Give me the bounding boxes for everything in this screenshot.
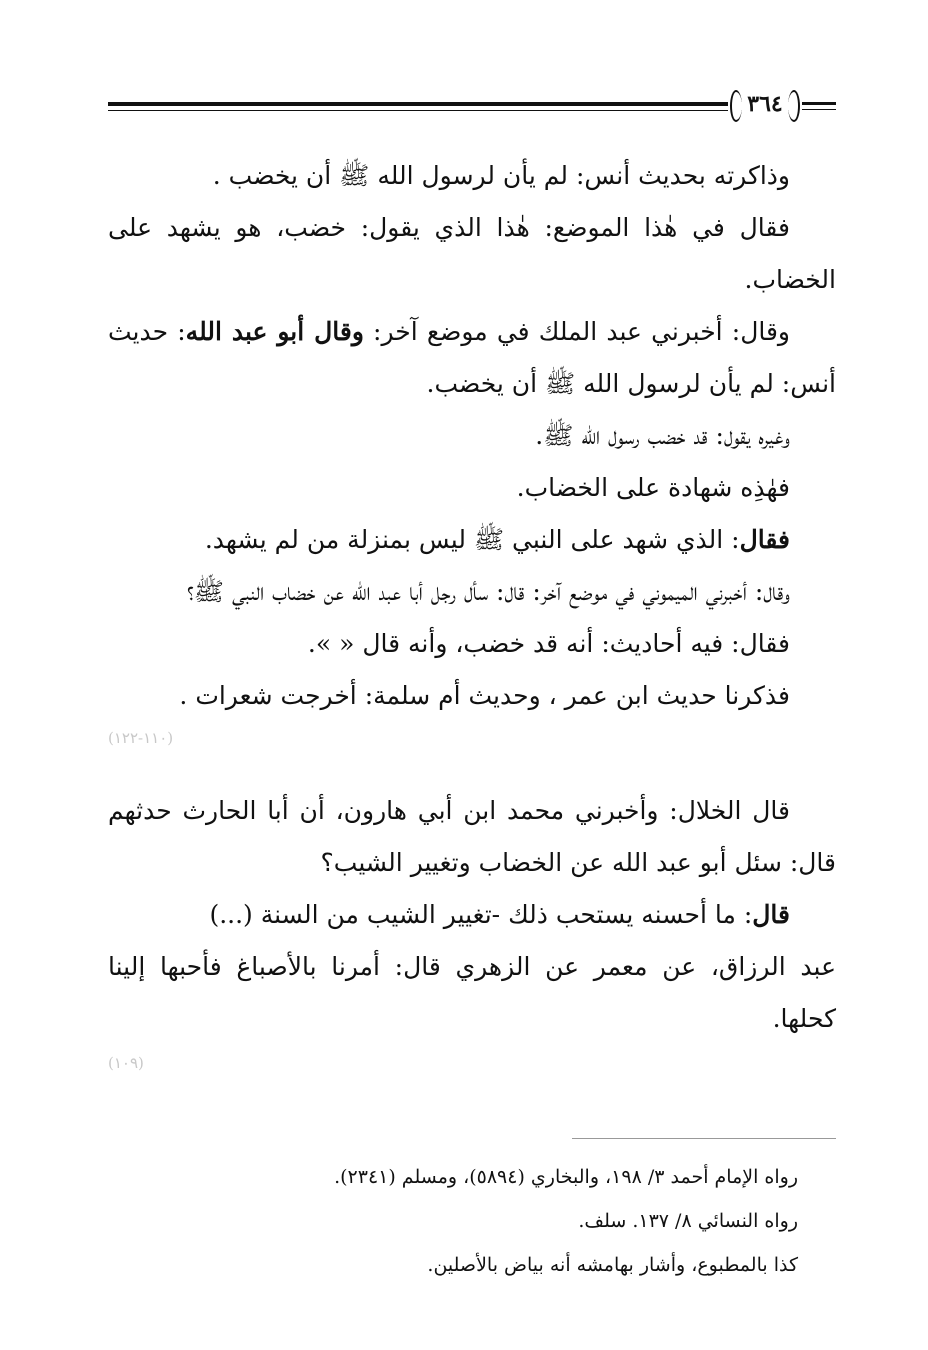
- page-number: ٣٦٤: [730, 84, 800, 124]
- footnote: رواه الإمام أحمد ٣/ ١٩٨، والبخاري (٥٨٩٤)، ومسلم (٢٣٤١).: [334, 1166, 798, 1188]
- paragraph: عبد الرزاق، عن معمر عن الزهري قال: أمرنا بالأصباغ فأحبها إلينا كحلها.: [108, 952, 836, 1033]
- faint-note: [108, 722, 836, 751]
- header-rule-right-thin: [802, 109, 836, 110]
- header-rule: [108, 102, 728, 106]
- header-rule-right: [802, 102, 836, 105]
- paragraph: فقال: فيه أحاديث: أنه قد خضب، وأنه قال « ».: [307, 629, 790, 658]
- header-rule-thin: [108, 110, 728, 111]
- paragraph: قال الخلال: وأخبرني محمد ابن أبي هارون، أن أبا الحارث حدثهم قال: سئل أبو عبد الله عن الخضاب وتغيير الشيب؟: [108, 796, 836, 877]
- bold-phrase: قال: [752, 900, 790, 929]
- paragraph: فذكرنا حديث ابن عمر ، وحديث أم سلمة: أخرجت شعرات .: [179, 681, 790, 710]
- main-text: [108, 150, 836, 1078]
- footnote: رواه النسائي ٨/ ١٣٧. سلف.: [578, 1210, 798, 1232]
- section-gap: [108, 751, 836, 785]
- footnote-divider: [572, 1138, 836, 1139]
- bold-phrase: وقال أبو عبد الله: [185, 317, 364, 346]
- paragraph: [108, 514, 836, 566]
- bold-phrase: فقال: [739, 525, 790, 554]
- faint-note: [108, 1045, 836, 1078]
- footnote: كذا بالمطبوع، وأشار بهامشه أنه بياض بالأصلين.: [427, 1254, 798, 1276]
- paragraph-text: وقال: أخبرني عبد الملك في موضع آخر:: [363, 317, 790, 346]
- paragraph: [108, 306, 836, 410]
- paragraph-text: : ما أحسنه يستحب ذلك -تغيير الشيب من السنة (...): [209, 900, 753, 929]
- paragraph: فهٰذِه شهادة على الخضاب.: [516, 473, 790, 502]
- paragraph: وغيره يقول: قد خضب رسول الله ﷺ.: [535, 421, 790, 450]
- faint-reference: (١١٠-١٢٢): [108, 729, 174, 747]
- faint-reference: (١٠٩): [108, 1054, 144, 1072]
- paragraph-text: : حديث أنس: لم يأن لرسول الله ﷺ أن يخضب.: [108, 317, 836, 398]
- paragraph: وذاكرته بحديث أنس: لم يأن لرسول الله ﷺ أن يخضب .: [212, 161, 790, 190]
- paragraph: [108, 889, 836, 941]
- paragraph: فقال في هٰذا الموضع: هٰذا الذي يقول: خضب، هو يشهد على الخضاب.: [108, 213, 836, 294]
- page-header: [108, 82, 836, 126]
- paragraph: وقال: أخبرني الميموني في موضع آخر: قال: سأل رجل أبا عبد الله عن خضاب النبي ﷺ؟: [186, 577, 790, 606]
- paragraph-text: : الذي شهد على النبي ﷺ ليس بمنزلة من لم يشهد.: [204, 525, 740, 554]
- footnotes: [108, 1155, 798, 1287]
